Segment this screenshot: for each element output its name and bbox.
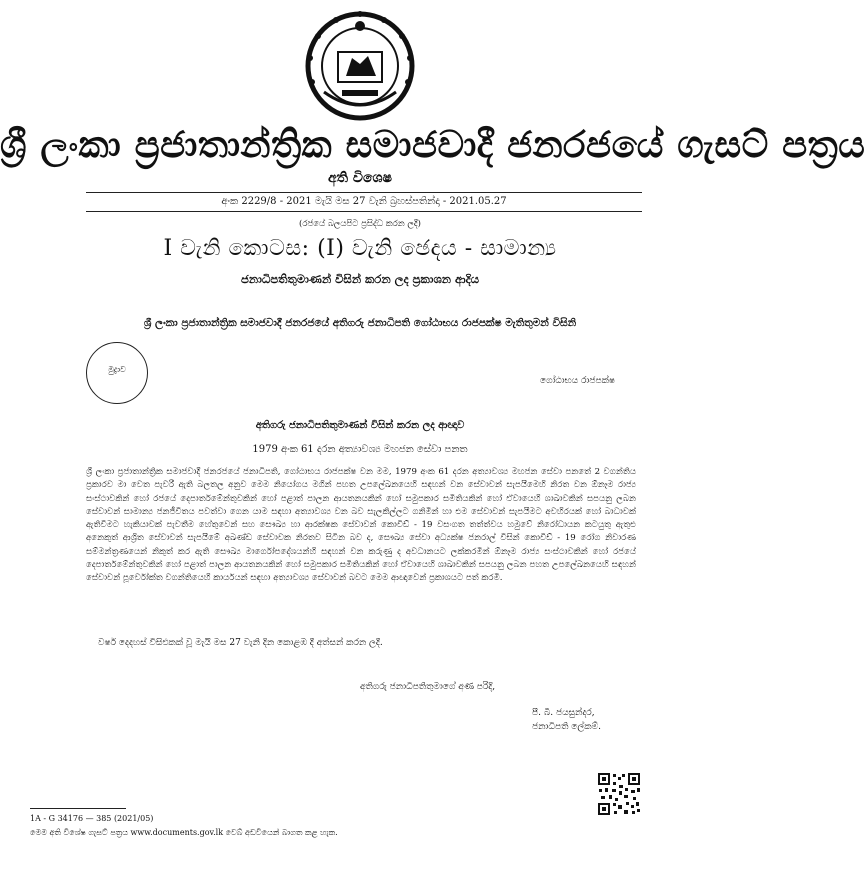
signer-title: ජනාධිපති ලේකම්.	[532, 722, 601, 732]
president-signature: ගෝඨාභය රාජපක්ෂ	[540, 376, 615, 386]
footer-code: 1A - G 34176 — 385 (2021/05)	[30, 814, 154, 823]
signer-block	[532, 706, 601, 734]
issue-line: අංක 2229/8 - 2021 මැයි මස 27 වැනි බ්‍රහස්පතින්දා - 2021.05.27	[221, 196, 507, 207]
order-act: 1979 අංක 61 දරන අත්‍යාවශ්‍ය මහජන සේවා පනත	[252, 444, 468, 455]
part-heading: I වැනි කොටස: (I) වැනි ඡෙදය - සාමාන්‍ය	[163, 236, 557, 261]
state-emblem	[302, 6, 418, 122]
qr-code	[597, 772, 641, 816]
rule-bottom	[86, 211, 642, 212]
order-title: අතිගරු ජනාධිපතිතුමාණන් විසින් කරන ලද ආඥාව	[255, 420, 465, 431]
rule-top	[86, 192, 642, 193]
footer-web-note: මෙම අති විශේෂ ගැසට් පත්‍රය www.documents.gov.lk වෙබ් අඩවියෙන් බාගත කළ හැක.	[30, 828, 338, 837]
by-order-line: අතිගරු ජනාධිපතිතුමාගේ අණ පරිදි,	[360, 682, 496, 692]
signer-name: පී. බී. ජයසුන්දර,	[532, 708, 595, 718]
gazette-title: ශ්‍රී ලංකා ප්‍රජාතාන්ත්‍රික සමාජවාදී ජනරජයේ ගැසට් පත්‍රය	[0, 122, 865, 166]
seal	[86, 342, 148, 404]
gazette-subtitle: අති විශෙෂ	[328, 170, 392, 186]
order-body: ශ්‍රී ලංකා ප්‍රජාතාන්ත්‍රික සමාජවාදී ජනරජයේ ජනාධිපති, ගෝඨාභය රාජපක්ෂ වන මම, 1979 අංක 61 දරන අත්‍යාවශ්‍ය මහජන සේවා පනතේ 2 වගන්තිය ප්‍රකාරව මා වෙත පැවරී ඇති බලතල අනුව මෙම නියෝගය මගින් පහත උපලේඛනයෙහි සඳහන් වන සේවාවන් සැපයීමෙහි නිරත වන ඕනෑම රාජ්‍ය සංස්ථාවකින් හෝ රජයේ දෙපාර්තමේන්තුවකින් හෝ පළාත් පාලන ආයතනයකින් හෝ සමුපකාර සමිතියකින් හෝ ඒවායෙහි ශාඛාවකින් සපයනු ලබන සේවාවන් සාමාන්‍ය ජනජීවිතය පවත්වා ගෙන යාම සඳහා අත්‍යාවශ්‍ය වන බව සැලකිල්ලට ගනිමින් හා එම සේවාවන් සැපයීමට අවහිරයක් හෝ බාධාවක් ඇතිවීමට හැකියාවක් පැවතීම හේතුවෙන් සහ සෞඛ්‍ය හා ආරක්ෂක සේවාවන් කොවිඩ් - 19 වසංගත තත්ත්වය හමුවේ නිරෝධායන කටයුතු ඇතුළු අනෙකුත් ආශ්‍රිත සේවාවන් සැපයීමේ අඛණ්ඩ සේවාවක නිරතව සිටින බව ද, සෞඛ්‍ය සේවා අධ්‍යක්ෂ ජනරාල් විසින් කොවිඩ් - 19 රෝග නිවාරණ සම්මන්ත්‍රණයෙන් නිකුත් කර ඇති සෞඛ්‍ය මාර්ගෝපදේශයන්හි සඳහන් වන කරුණු ද අවධානයට ලක්කරමින් ඕනෑම රාජ්‍ය සංස්ථාවකින් හෝ රජයේ දෙපාර්තමේන්තුවකින් හෝ පළාත් පාලන ආයතනයකින් හෝ සමුපකාර සමිතියකින් හෝ ඒවායෙහි ශාඛාවකින් සපයනු ලබන පහත උපලේඛනයෙහි සඳහන් සේවාවන් පූර්වෝක්ත වගන්තියෙහි කාර්යයන් සඳහා අත්‍යාවශ්‍ය සේවාවන් බවට මෙම ආඥාවෙන් ප්‍රකාශයට පත් කරමි.	[86, 467, 636, 584]
section-heading: ජනාධිපතිතුමාණන් විසින් කරන ලද ප්‍රකාශන ආදිය	[240, 272, 480, 286]
dated-line: වර්ෂ දෙදහස් විසිඑකක් වූ මැයි මස 27 වැනි දින කොළඹ දී අත්සන් කරන ලදී.	[98, 638, 383, 648]
footer-rule	[30, 808, 126, 809]
seal-label: මුද්‍රාව	[108, 365, 126, 374]
issuer-line: ශ්‍රී ලංකා ප්‍රජාතාන්ත්‍රික සමාජවාදී ජනරජයේ අතිගරු ජනාධිපති ගෝඨාභය රාජපක්ෂ මැතිතුමන් විසිනි	[143, 317, 577, 329]
published-by: (රජයේ බලයපිට ප්‍රසිද්ධ කරන ලදී)	[299, 219, 421, 229]
